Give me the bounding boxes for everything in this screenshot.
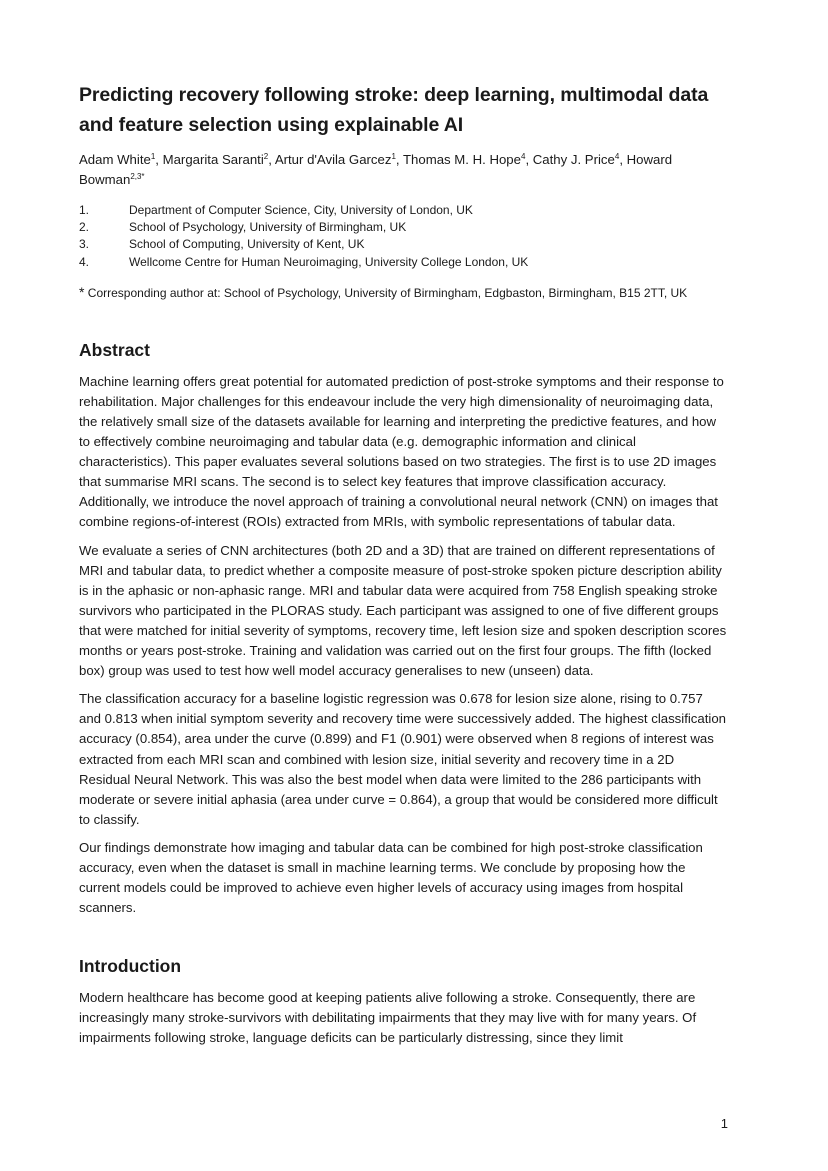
author-affiliation-marker: 2 [263,152,269,161]
author-separator: , [525,152,533,167]
corresponding-author-text: Corresponding author at: School of Psychology, University of Birmingham, Edgbaston, Birmingham, B15 2TT, UK [84,285,688,300]
corresponding-author-note [79,283,728,302]
affiliation-text: School of Psychology, University of Birmingham, UK [129,220,407,235]
paper-title: Predicting recovery following stroke: deep learning, multimodal data and feature selection using explainable AI [79,84,709,136]
author-name: Margarita Saranti [162,152,264,167]
author-separator: , [155,152,163,167]
author-name: Howard Bowman [79,152,673,187]
abstract-paragraph-3: The classification accuracy for a baseline logistic regression was 0.678 for lesion size alone, rising to 0.757 and 0.813 when initial symptom severity and recovery time were successively added. The highest classification accuracy (0.854), area under the curve (0.899) and F1 (0.901) were observed when 8 regions of interest was extracted from each MRI scan and combined with lesion size, initial severity and recovery time in a 2D Residual Neural Network. This was also the best model when data were limited to the 286 participants with moderate or severe initial aphasia (area under curve = 0.864), a group that would be considered more difficult to classify. [79,691,726,827]
author-name: Adam White [79,152,151,167]
author-name: Artur d'Avila Garcez [274,152,392,167]
asterisk-marker: * [79,283,85,300]
abstract-section [79,338,728,918]
author-name: Thomas M. H. Hope [402,152,521,167]
affiliation-number: 4. [79,254,90,269]
author-separator: , [395,152,403,167]
abstract-paragraph-1: Machine learning offers great potential for automated prediction of post-stroke symptoms and their response to rehabilitation. Major challenges for this endeavour include the very high dimensionality of neuroimaging data, the relatively small size of the datasets available for learning and interpreting the predictive features, and how to effectively combine neuroimaging and tabular data (e.g. demographic information and clinical characteristics). This paper evaluates several solutions based on two strategies. The first is to use 2D images that summarise MRI scans. The second is to select key features that improve classification accuracy. Additionally, we introduce the novel approach of training a convolutional neural network (CNN) on images that combine regions-of-interest (ROIs) extracted from MRIs, with symbolic representations of tabular data. [79,373,724,530]
affiliation-list [79,202,728,271]
affiliation-number: 2. [79,220,90,235]
author-affiliation-marker: 4 [614,152,620,161]
affiliation-item [79,202,728,219]
abstract-heading: Abstract [79,339,150,360]
introduction-section [79,954,728,1048]
page-number: 1 [720,1116,728,1131]
affiliation-text: Department of Computer Science, City, University of London, UK [129,203,473,217]
abstract-paragraph-2: We evaluate a series of CNN architectures (both 2D and a 3D) that are trained on different representations of MRI and tabular data, to predict whether a composite measure of post-stroke spoken picture description ability is in the aphasic or non-aphasic range. MRI and tabular data were acquired from 758 English speaking stroke survivors who participated in the PLORAS study. Each participant was assigned to one of five different groups that were matched for initial severity of symptoms, recovery time, left lesion size and spoken description scores months or years post-stroke. Training and validation was carried out on the first four groups. The fifth (locked box) group was used to test how well model accuracy generalises to new (unseen) data. [79,542,727,679]
affiliation-number: 1. [79,203,90,217]
affiliation-item [79,254,728,271]
affiliation-item [79,219,728,236]
author-affiliation-marker: 2,3* [130,172,145,181]
author-affiliation-marker: 1 [391,152,396,161]
affiliation-item [79,236,728,253]
author-list [79,150,728,190]
author-separator: , [268,152,275,167]
affiliation-text: Wellcome Centre for Human Neuroimaging, University College London, UK [129,254,529,269]
affiliation-text: School of Computing, University of Kent, UK [129,237,365,252]
author-affiliation-marker: 1 [150,152,156,161]
affiliation-number: 3. [79,237,90,252]
author-name: Cathy J. Price [532,152,615,167]
introduction-paragraph-1: Modern healthcare has become good at keeping patients alive following a stroke. Consequently, there are increasingly many stroke-survivors with debilitating impairments that they may live with for many years. Of impairments following stroke, language deficits can be particularly distressing, since they limit [79,990,697,1046]
introduction-heading: Introduction [79,956,182,977]
author-separator: , [619,152,627,167]
abstract-paragraph-4: Our findings demonstrate how imaging and tabular data can be combined for high post-stroke classification accuracy, even when the dataset is small in machine learning terms. We conclude by proposing how the current models could be improved to achieve even higher levels of accuracy using images from hospital scanners. [79,839,703,916]
author-affiliation-marker: 4 [520,152,526,161]
